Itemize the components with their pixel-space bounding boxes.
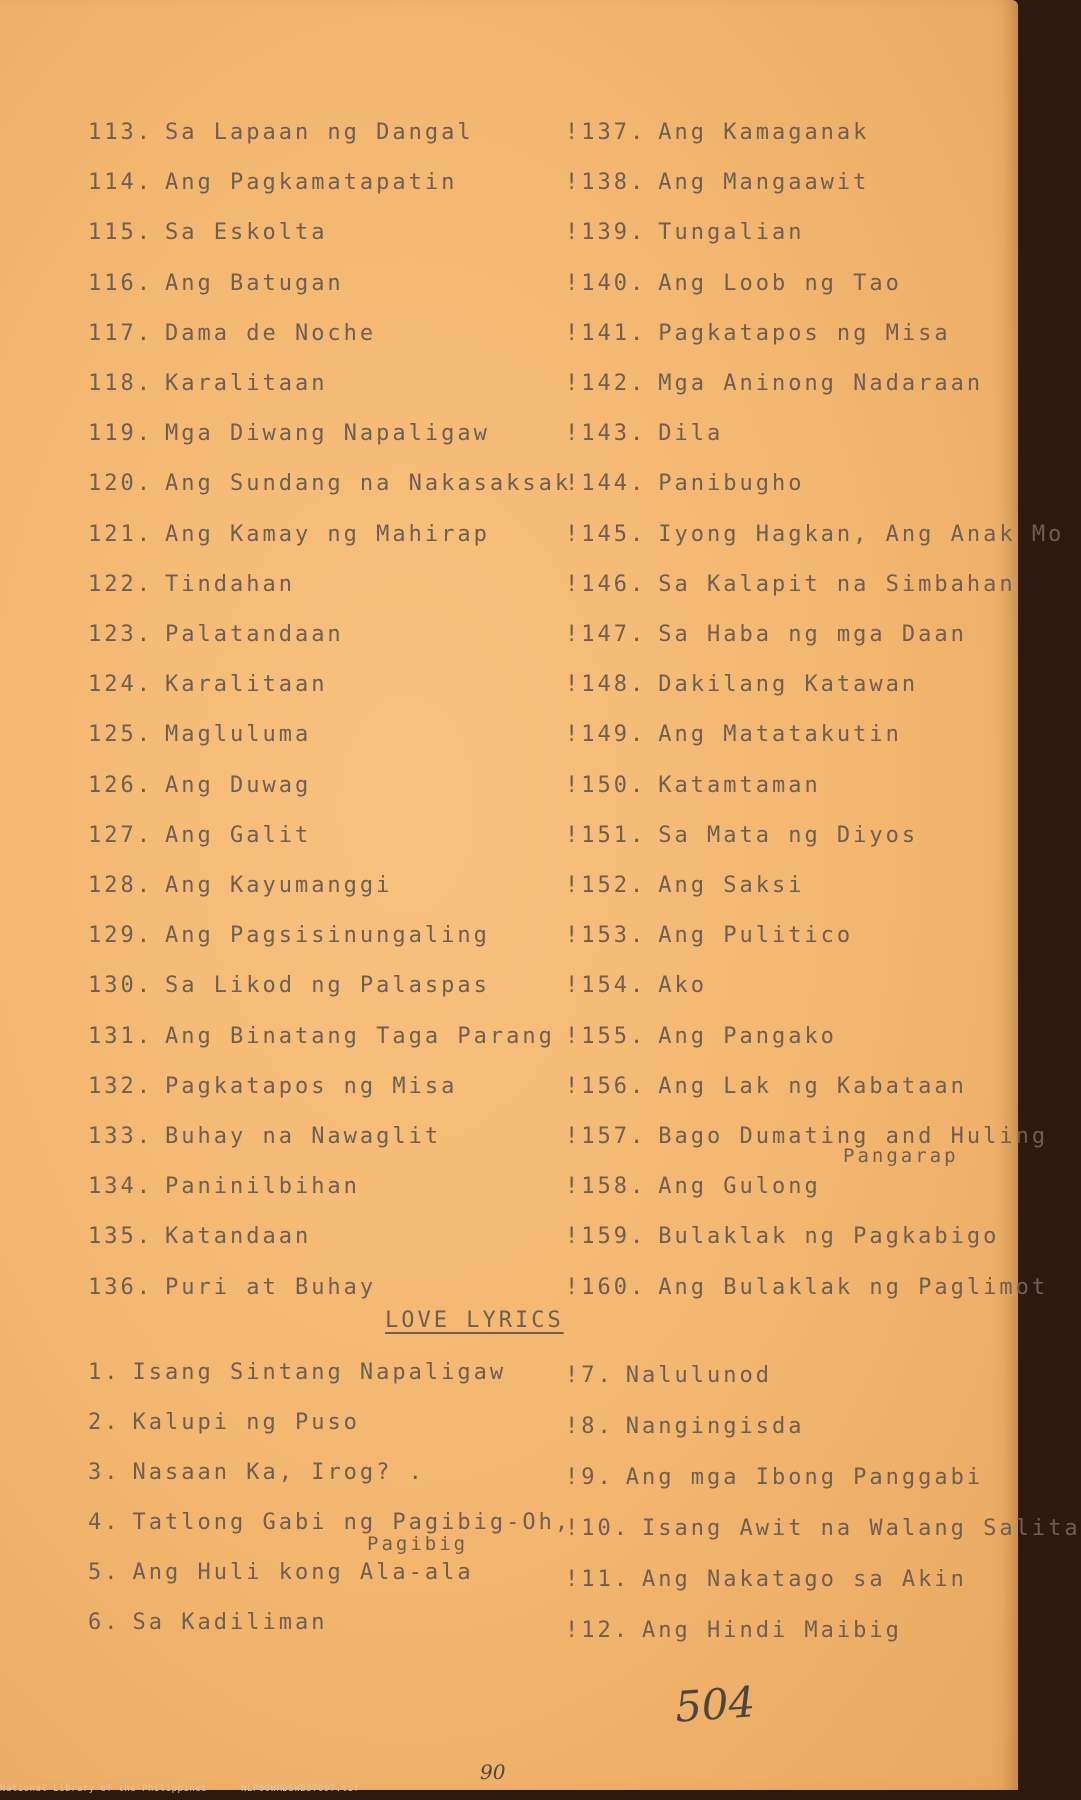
- left-list-entry: [88, 722, 311, 747]
- left-list-entry-title: Ang Pagsisinungaling: [164, 923, 490, 949]
- left-list-entry: [88, 672, 327, 697]
- lyrics-left-entry: [88, 1610, 327, 1635]
- lyrics-left-entry-title: Ang Huli kong Ala-ala: [132, 1560, 474, 1585]
- handwritten-page-number: 504: [673, 1677, 757, 1732]
- right-list-entry-number: !148.: [565, 672, 647, 698]
- left-list-entry: [88, 170, 457, 195]
- lyrics-right-entry: [565, 1363, 772, 1388]
- right-list-entry-title: Dila: [658, 421, 724, 447]
- left-list-entry: [88, 1174, 360, 1199]
- right-list-entry: [565, 622, 967, 647]
- footer-library: National Library of the Philippines: [0, 1784, 208, 1794]
- left-list-entry-title: Karalitaan: [164, 672, 328, 698]
- right-list-entry-title: Panibugho: [658, 471, 805, 497]
- left-list-entry-number: 123.: [88, 622, 153, 647]
- right-list-entry: [565, 522, 1064, 547]
- left-list-entry: [88, 321, 376, 346]
- left-list-entry: [88, 1124, 441, 1149]
- right-list-entry-number: !149.: [565, 722, 647, 748]
- lyrics-right-entry-number: !12.: [565, 1618, 630, 1643]
- left-list-entry: [88, 1024, 555, 1049]
- right-list-entry: [565, 471, 804, 496]
- lyrics-right-entry-number: !9.: [565, 1465, 614, 1490]
- left-list-entry-number: 116.: [88, 270, 153, 296]
- left-list-entry-title: Sa Likod ng Palaspas: [164, 973, 490, 999]
- left-list-entry-title: Sa Lapaan ng Dangal: [164, 120, 474, 145]
- right-list-entry-title: Mga Aninong Nadaraan: [658, 371, 984, 396]
- lyrics-left-entry-title: Tatlong Gabi ng Pagibig-Oh,: [132, 1510, 572, 1535]
- right-list-entry-title: Ang Loob ng Tao: [658, 270, 902, 296]
- right-list-entry-number: !151.: [565, 822, 647, 848]
- right-list-entry: [565, 170, 869, 195]
- left-list-entry: [88, 823, 311, 848]
- footer-file-id: NLP00WRDSWB37097.tif: [241, 1784, 360, 1794]
- left-list-entry-title: Sa Eskolta: [164, 220, 328, 246]
- left-list-entry-title: Ang Pagkamatapatin: [164, 170, 458, 196]
- left-list-entry: [88, 220, 327, 245]
- left-list-entry: [88, 873, 392, 898]
- right-list-entry: [565, 672, 918, 697]
- left-list-entry-number: 131.: [88, 1023, 153, 1049]
- left-list-entry-number: 126.: [88, 772, 153, 798]
- lyrics-right-entry-number: !10.: [565, 1516, 630, 1541]
- left-list-entry: [88, 622, 344, 647]
- right-list-entry: [565, 1224, 999, 1249]
- right-list-entry: [565, 271, 902, 296]
- lyrics-right-entry: [565, 1618, 902, 1643]
- right-list-entry-title: Iyong Hagkan, Ang Anak Mo: [658, 521, 1065, 547]
- lyrics-right-entry-number: !11.: [565, 1567, 630, 1592]
- right-list-entry: [565, 823, 918, 848]
- right-list-entry-number: !144.: [565, 471, 647, 497]
- left-list-entry-title: Paninilbihan: [164, 1174, 360, 1200]
- left-list-entry: [88, 1074, 457, 1099]
- right-list-entry: [565, 120, 869, 145]
- right-list-entry-title: Ang Saksi: [658, 873, 805, 898]
- right-list-entry: [565, 572, 1016, 597]
- right-list-entry: [565, 371, 983, 396]
- lyrics-left-entry-title: Kalupi ng Puso: [132, 1410, 360, 1435]
- left-list-entry-title: Magluluma: [164, 722, 312, 748]
- left-list-entry-number: 134.: [88, 1174, 153, 1200]
- left-list-entry-number: 117.: [88, 320, 153, 346]
- right-list-entry-title: Ang Mangaawit: [658, 170, 870, 196]
- left-list-entry-number: 113.: [88, 120, 153, 145]
- lyric-4-continuation: Pagibig: [367, 1533, 469, 1555]
- left-list-entry-title: Ang Sundang na Nakasaksak: [164, 471, 572, 497]
- left-list-entry: [88, 572, 295, 597]
- left-list-entry: [88, 371, 327, 396]
- right-list-entry-title: Sa Kalapit na Simbahan: [658, 571, 1016, 597]
- right-list-entry: [565, 1174, 821, 1199]
- left-list-entry-number: 122.: [88, 571, 153, 597]
- right-list-entry-title: Ang Gulong: [658, 1174, 821, 1200]
- lyrics-left-entry-number: 1.: [88, 1360, 121, 1385]
- right-list-entry-number: !145.: [565, 521, 647, 547]
- lyrics-left-entry: [88, 1510, 571, 1535]
- lyrics-left-entry: [88, 1360, 506, 1385]
- right-list-entry-number: !137.: [565, 120, 647, 145]
- right-list-entry-number: !160.: [565, 1274, 647, 1300]
- left-list-entry-title: Tindahan: [164, 571, 295, 597]
- left-list-entry-title: Ang Kayumanggi: [164, 873, 393, 898]
- lyrics-right-entry-title: Isang Awit na Walang Salita: [641, 1516, 1081, 1541]
- right-list-entry-number: !158.: [565, 1174, 647, 1200]
- right-list-entry-title: Ang Matatakutin: [658, 722, 902, 748]
- right-list-entry-title: Ang Pangako: [658, 1023, 837, 1049]
- right-list-entry-number: !155.: [565, 1023, 647, 1049]
- left-list-entry: [88, 522, 490, 547]
- lyrics-left-entry-number: 6.: [88, 1610, 121, 1635]
- right-list-entry-number: !159.: [565, 1224, 647, 1250]
- right-list-entry: [565, 1275, 1048, 1300]
- entry-157-continuation: Pangarap: [843, 1145, 959, 1167]
- lyrics-left-entry-number: 4.: [88, 1510, 121, 1535]
- right-list-entry: [565, 321, 951, 346]
- right-list-entry-number: !141.: [565, 320, 647, 346]
- left-list-entry-number: 115.: [88, 220, 153, 246]
- right-list-entry-number: !154.: [565, 973, 647, 999]
- right-list-entry-number: !147.: [565, 622, 647, 647]
- left-list-entry-title: Ang Duwag: [164, 772, 312, 798]
- lyrics-left-entry-number: 3.: [88, 1460, 121, 1485]
- lyrics-right-entry-number: !7.: [565, 1363, 614, 1388]
- lyrics-left-entry-title: Sa Kadiliman: [132, 1610, 328, 1635]
- left-list-entry: [88, 1224, 311, 1249]
- right-list-entry-number: !156.: [565, 1073, 647, 1099]
- left-list-entry-title: Buhay na Nawaglit: [164, 1124, 442, 1149]
- left-list-entry-number: 125.: [88, 722, 153, 748]
- right-list-entry: [565, 773, 821, 798]
- left-list-entry: [88, 120, 474, 145]
- lyrics-left-entry-number: 5.: [88, 1560, 121, 1585]
- right-list-entry-title: Sa Haba ng mga Daan: [658, 622, 967, 647]
- right-list-entry-number: !150.: [565, 772, 647, 798]
- right-list-entry: [565, 220, 804, 245]
- right-list-entry-title: Bago Dumating and Huling: [658, 1124, 1049, 1149]
- left-list-entry-number: 128.: [88, 873, 153, 898]
- left-list-entry-title: Palatandaan: [164, 622, 344, 647]
- scan-footer: [0, 1784, 387, 1794]
- right-list-entry-title: Tungalian: [658, 220, 805, 246]
- lyrics-left-entry-title: Nasaan Ka, Irog? .: [132, 1460, 425, 1485]
- right-list-entry-number: !140.: [565, 270, 647, 296]
- left-list-entry-title: Karalitaan: [164, 371, 328, 396]
- left-list-entry-title: Pagkatapos ng Misa: [164, 1073, 458, 1099]
- left-list-entry-title: Dama de Noche: [164, 320, 377, 346]
- left-list-entry-number: 121.: [88, 521, 153, 547]
- left-list-entry: [88, 773, 311, 798]
- lyrics-left-entry-title: Isang Sintang Napaligaw: [132, 1360, 507, 1385]
- left-list-entry-title: Ang Batugan: [164, 270, 344, 296]
- left-list-entry: [88, 421, 490, 446]
- section-heading-love-lyrics: LOVE LYRICS: [385, 1308, 564, 1333]
- right-list-entry-title: Dakilang Katawan: [658, 672, 919, 698]
- right-list-entry: [565, 923, 853, 948]
- lyrics-right-entry-title: Ang Nakatago sa Akin: [641, 1567, 967, 1592]
- left-list-entry-title: Ang Binatang Taga Parang: [164, 1023, 555, 1049]
- right-list-entry-number: !138.: [565, 170, 647, 196]
- lyrics-right-entry: [565, 1465, 983, 1490]
- right-list-entry: [565, 722, 902, 747]
- lyrics-right-entry-number: !8.: [565, 1414, 614, 1439]
- left-list-entry-number: 118.: [88, 371, 153, 396]
- right-list-entry: [565, 1024, 837, 1049]
- right-list-entry-number: !142.: [565, 371, 647, 396]
- right-list-entry: [565, 1124, 1048, 1149]
- right-list-entry-number: !153.: [565, 923, 647, 949]
- right-list-entry-number: !157.: [565, 1124, 647, 1149]
- lyrics-right-entry-title: Nalulunod: [625, 1363, 772, 1388]
- left-list-entry: [88, 923, 490, 948]
- left-list-entry-title: Mga Diwang Napaligaw: [164, 421, 490, 447]
- left-list-entry-title: Puri at Buhay: [164, 1274, 377, 1300]
- left-list-entry-number: 129.: [88, 923, 153, 949]
- left-list-entry: [88, 471, 571, 496]
- right-list-entry-number: !146.: [565, 571, 647, 597]
- right-list-entry-title: Sa Mata ng Diyos: [658, 822, 919, 848]
- lyrics-right-entry-title: Nangingisda: [625, 1414, 805, 1439]
- left-list-entry: [88, 973, 490, 998]
- right-list-entry-title: Ako: [658, 973, 707, 999]
- lyrics-left-entry-number: 2.: [88, 1410, 121, 1435]
- left-list-entry-number: 119.: [88, 421, 153, 447]
- left-list-entry-number: 133.: [88, 1124, 153, 1149]
- right-list-entry-title: Ang Lak ng Kabataan: [658, 1073, 967, 1099]
- lyrics-right-entry: [565, 1567, 967, 1592]
- right-list-entry-number: !152.: [565, 873, 647, 898]
- right-list-entry: [565, 1074, 967, 1099]
- lyrics-right-entry-title: Ang Hindi Maibig: [641, 1618, 902, 1643]
- left-list-entry-number: 127.: [88, 822, 153, 848]
- left-list-entry: [88, 1275, 376, 1300]
- right-list-entry-title: Ang Kamaganak: [658, 120, 870, 145]
- right-list-entry-title: Ang Bulaklak ng Paglimot: [658, 1274, 1049, 1300]
- left-list-entry-number: 132.: [88, 1073, 153, 1099]
- right-list-entry-title: Katamtaman: [658, 772, 821, 798]
- left-list-entry-number: 136.: [88, 1274, 153, 1300]
- page-number: 90: [480, 1760, 506, 1784]
- left-list-entry-title: Ang Kamay ng Mahirap: [164, 521, 490, 547]
- right-list-entry: [565, 873, 804, 898]
- left-list-entry-number: 135.: [88, 1224, 153, 1250]
- lyrics-right-entry: [565, 1516, 1081, 1541]
- left-list-entry-number: 114.: [88, 170, 153, 196]
- right-list-entry-number: !143.: [565, 421, 647, 447]
- left-list-entry-number: 130.: [88, 973, 153, 999]
- left-list-entry-number: 124.: [88, 672, 153, 698]
- lyrics-left-entry: [88, 1560, 474, 1585]
- left-list-entry-title: Ang Galit: [164, 822, 312, 848]
- lyrics-right-entry-title: Ang mga Ibong Panggabi: [625, 1465, 984, 1490]
- lyrics-right-entry: [565, 1414, 804, 1439]
- right-list-entry: [565, 973, 707, 998]
- right-list-entry-title: Pagkatapos ng Misa: [658, 320, 951, 346]
- right-list-entry-title: Ang Pulitico: [658, 923, 854, 949]
- left-list-entry: [88, 271, 344, 296]
- left-list-entry-title: Katandaan: [164, 1224, 312, 1250]
- left-list-entry-number: 120.: [88, 471, 153, 497]
- lyrics-left-entry: [88, 1410, 360, 1435]
- right-list-entry-number: !139.: [565, 220, 647, 246]
- lyrics-left-entry: [88, 1460, 425, 1485]
- right-list-entry: [565, 421, 723, 446]
- right-list-entry-title: Bulaklak ng Pagkabigo: [658, 1224, 1000, 1250]
